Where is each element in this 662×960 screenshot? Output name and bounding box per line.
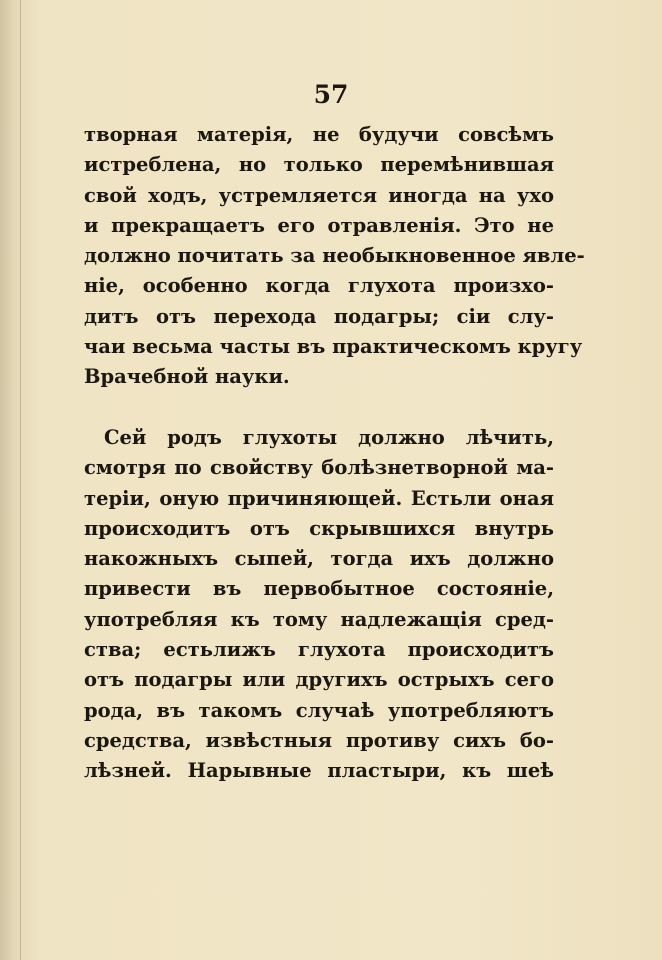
text-line: лѣзней. Нарывные пластыри, къ шеѣ [84,759,554,783]
text-line: накожныхъ сыпей, тогда ихъ должно [84,547,554,571]
text-line: свой ходъ, устремляется иногда на ухо [84,183,554,207]
text-line: рода, въ такомъ случаѣ употребляютъ [84,698,554,722]
text-line: дитъ отъ перехода подагры; сіи слу- [84,304,554,328]
gutter-shadow [20,0,21,960]
text-line: ніе, особенно когда глухота произхо- [84,274,554,298]
text-line: должно почитать за необыкновенное явле- [84,244,585,268]
text-line: творная матерія, не будучи совсѣмъ [84,123,554,146]
text-line: чаи весьма часты въ практическомъ кругу [84,335,583,359]
text-line: смотря по свойству болѣзнетворной ма- [84,456,554,480]
text-line: средства, извѣстныя противу сихъ бо- [84,728,554,752]
text-line: Врачебной науки. [84,365,290,389]
paragraph-1 [84,120,585,393]
paragraph-2 [84,423,554,787]
text-line: истреблена, но только перемѣнившая [84,153,554,177]
text-line: и прекращаетъ его отравленія. Это не [84,213,554,237]
page-number: 57 [313,80,349,109]
text-line: употребляя къ тому надлежащія сред- [84,607,554,631]
text-line: происходитъ отъ скрывшихся внутрь [84,516,554,540]
text-line: Сей родъ глухоты должно лѣчить, [104,426,554,449]
text-line: отъ подагры или другихъ острыхъ сего [84,668,554,692]
text-line: ства; естьлижъ глухота происходитъ [84,638,554,662]
text-line: теріи, оную причиняющей. Естьли оная [84,486,554,510]
text-line: привести въ первобытное состояніе, [84,577,554,601]
